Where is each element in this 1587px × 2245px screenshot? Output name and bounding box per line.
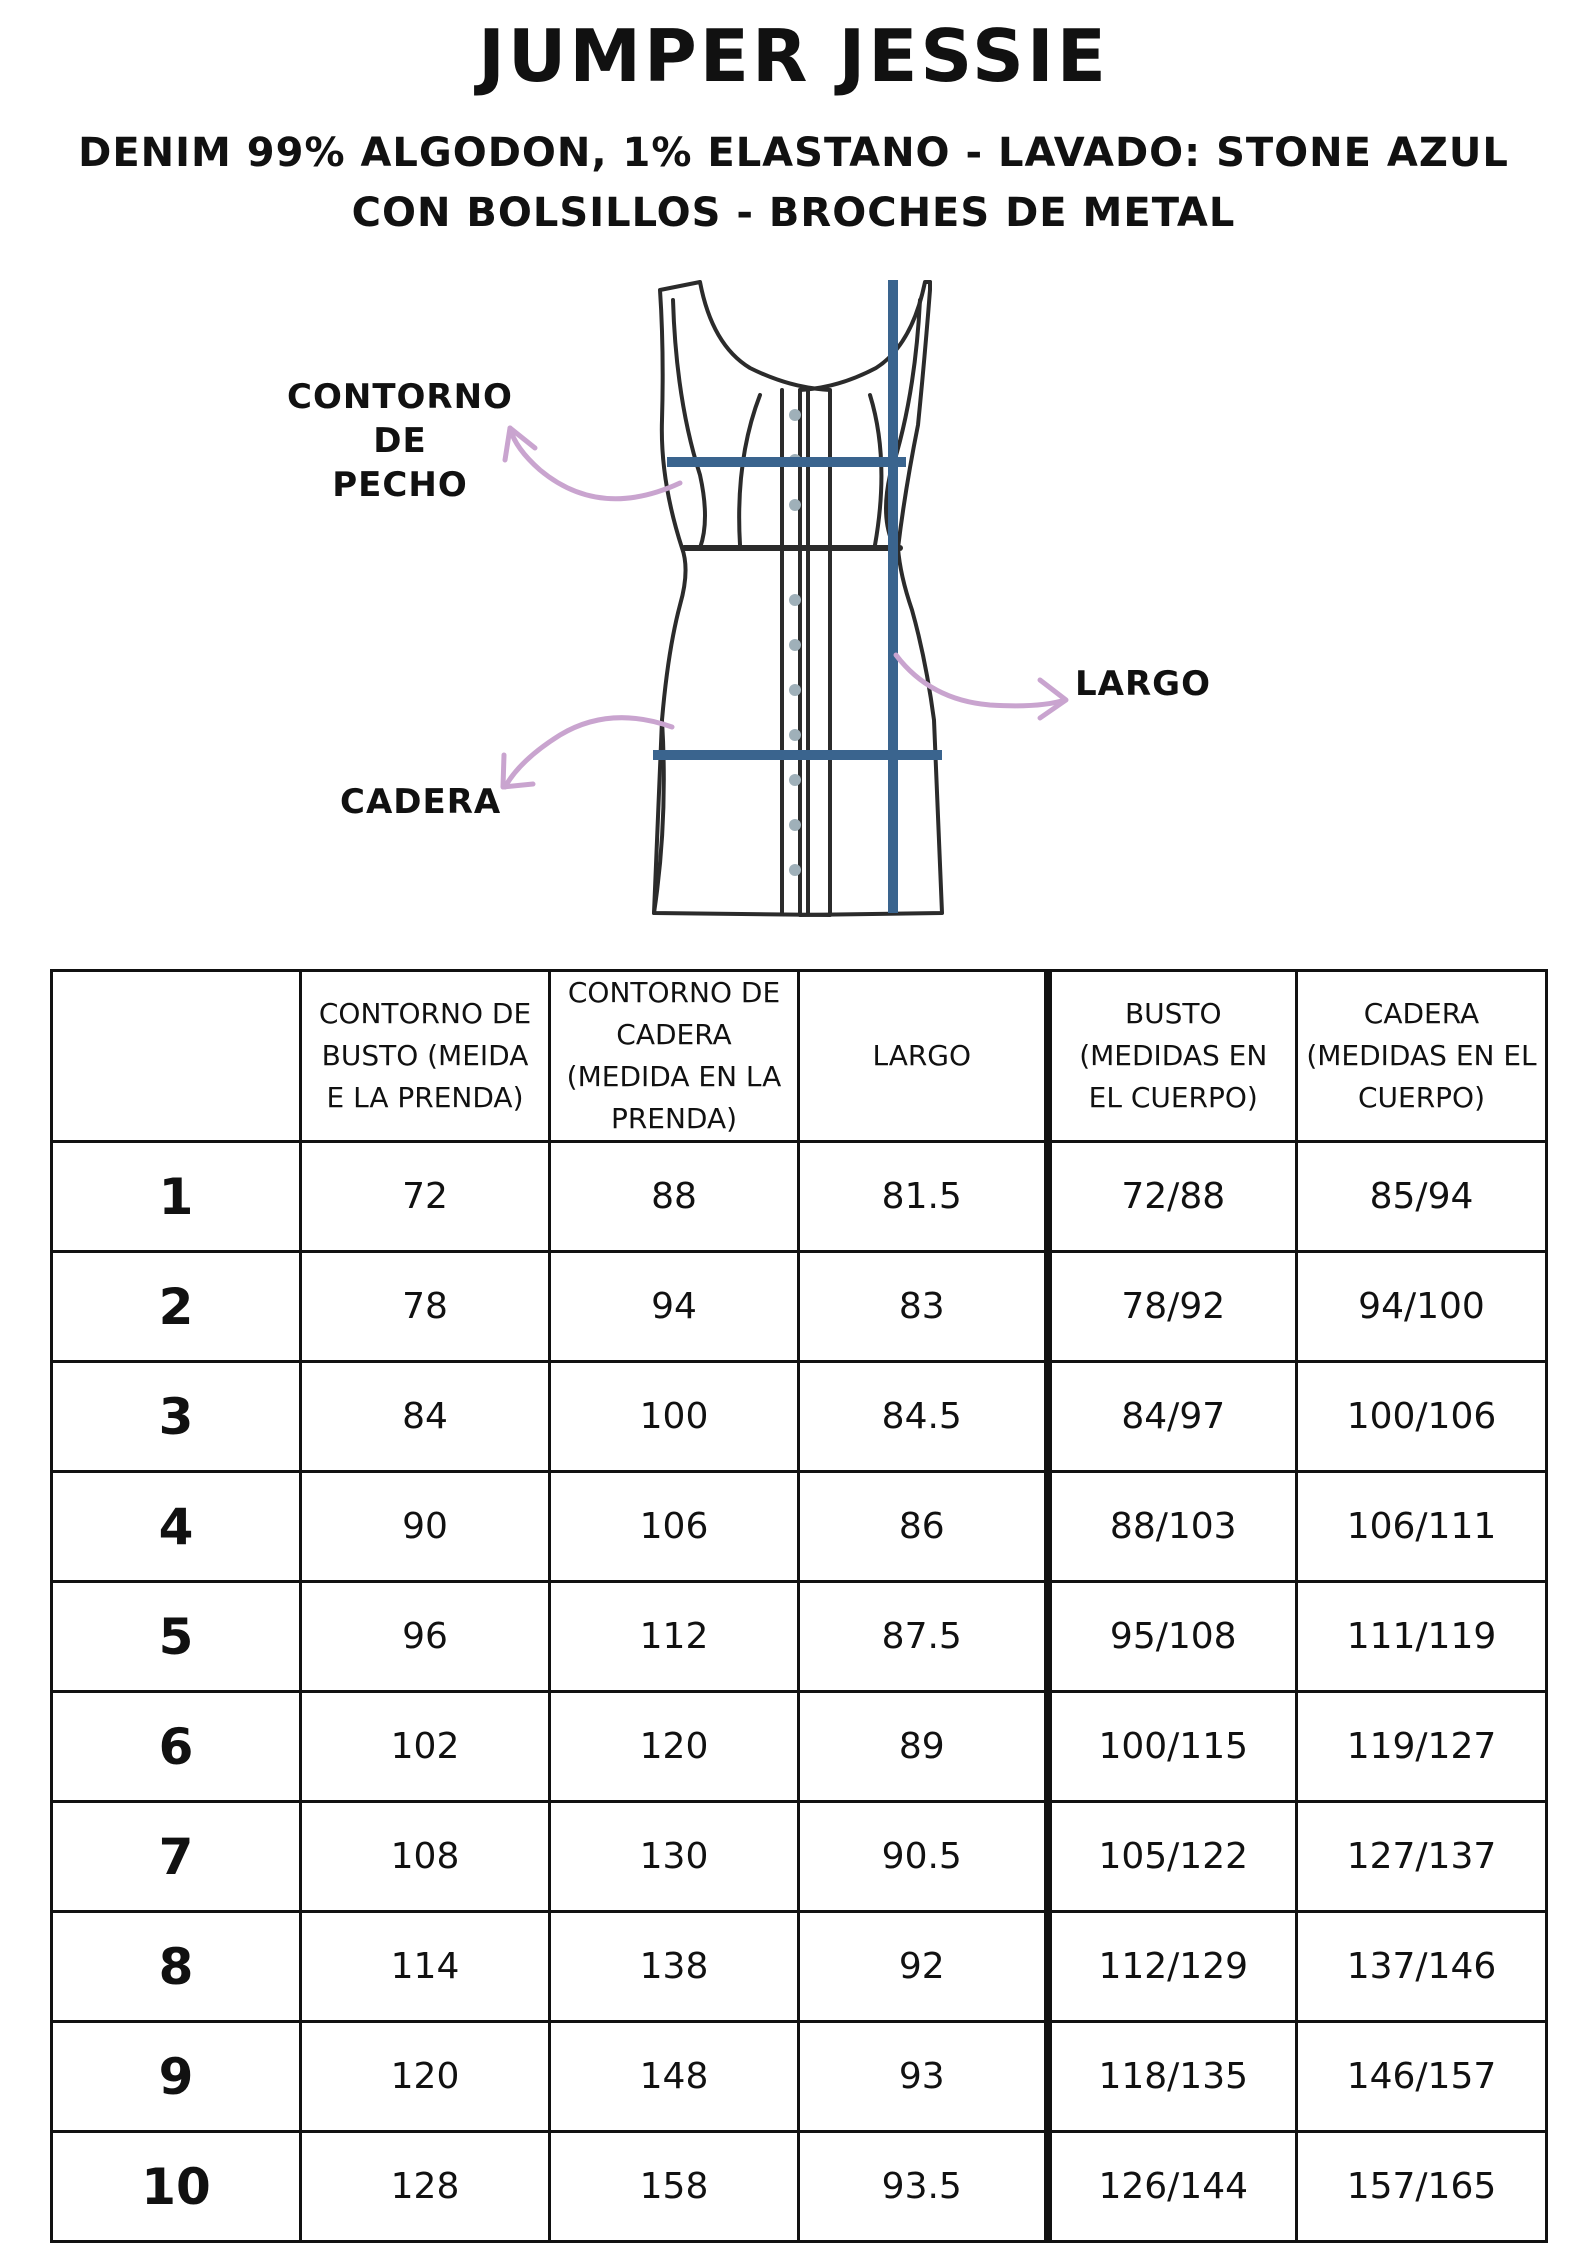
bust-body-cell: 118/135	[1048, 2022, 1297, 2132]
header-hip-body: CADERA (MEDIDAS EN EL CUERPO)	[1297, 971, 1547, 1142]
hip-body-cell: 106/111	[1297, 1472, 1547, 1582]
length-cell: 92	[799, 1912, 1048, 2022]
header-hip-garment: CONTORNO DE CADERA (MEDIDA EN LA PRENDA)	[550, 971, 799, 1142]
hip-garment-cell: 120	[550, 1692, 799, 1802]
bust-garment-cell: 96	[301, 1582, 550, 1692]
hip-garment-cell: 138	[550, 1912, 799, 2022]
annotation-arrows	[503, 428, 1066, 787]
table-row	[52, 2022, 1547, 2132]
length-cell: 81.5	[799, 1142, 1048, 1252]
header-bust-garment: CONTORNO DE BUSTO (MEIDA E LA PRENDA)	[301, 971, 550, 1142]
hip-body-cell: 146/157	[1297, 2022, 1547, 2132]
hip-label: CADERA	[340, 782, 502, 822]
table-header-row	[52, 971, 1547, 1142]
bust-body-cell: 95/108	[1048, 1582, 1297, 1692]
table-row	[52, 1692, 1547, 1802]
hip-garment-cell: 130	[550, 1802, 799, 1912]
length-cell: 89	[799, 1692, 1048, 1802]
bust-garment-cell: 120	[301, 2022, 550, 2132]
size-chart-table	[50, 969, 1548, 2243]
table-row	[52, 1912, 1547, 2022]
hip-body-cell: 111/119	[1297, 1582, 1547, 1692]
length-cell: 93	[799, 2022, 1048, 2132]
header-size	[52, 971, 301, 1142]
size-cell: 1	[52, 1142, 301, 1252]
table-row	[52, 1142, 1547, 1252]
hip-body-cell: 85/94	[1297, 1142, 1547, 1252]
bust-body-cell: 112/129	[1048, 1912, 1297, 2022]
size-cell: 3	[52, 1362, 301, 1472]
size-cell: 4	[52, 1472, 301, 1582]
garment-diagram	[0, 255, 1587, 935]
bust-garment-cell: 90	[301, 1472, 550, 1582]
chest-label: CONTORNO DE PECHO	[287, 377, 513, 505]
table-row	[52, 1362, 1547, 1472]
header-bust-body: BUSTO (MEDIDAS EN EL CUERPO)	[1048, 971, 1297, 1142]
bust-garment-cell: 114	[301, 1912, 550, 2022]
features-description: CON BOLSILLOS - BROCHES DE METAL	[351, 190, 1236, 236]
size-cell: 7	[52, 1802, 301, 1912]
bust-body-cell: 84/97	[1048, 1362, 1297, 1472]
bust-garment-cell: 108	[301, 1802, 550, 1912]
bust-body-cell: 100/115	[1048, 1692, 1297, 1802]
size-cell: 10	[52, 2132, 301, 2242]
table-row	[52, 1252, 1547, 1362]
hip-garment-cell: 158	[550, 2132, 799, 2242]
bust-body-cell: 105/122	[1048, 1802, 1297, 1912]
hip-body-cell: 137/146	[1297, 1912, 1547, 2022]
header-length: LARGO	[799, 971, 1048, 1142]
length-cell: 87.5	[799, 1582, 1048, 1692]
length-cell: 93.5	[799, 2132, 1048, 2242]
size-cell: 8	[52, 1912, 301, 2022]
table-row	[52, 1472, 1547, 1582]
bust-body-cell: 88/103	[1048, 1472, 1297, 1582]
bust-garment-cell: 102	[301, 1692, 550, 1802]
length-cell: 86	[799, 1472, 1048, 1582]
table-row	[52, 2132, 1547, 2242]
hip-garment-cell: 94	[550, 1252, 799, 1362]
hip-garment-cell: 148	[550, 2022, 799, 2132]
bust-garment-cell: 72	[301, 1142, 550, 1252]
bust-garment-cell: 128	[301, 2132, 550, 2242]
size-cell: 6	[52, 1692, 301, 1802]
table-row	[52, 1582, 1547, 1692]
bust-garment-cell: 78	[301, 1252, 550, 1362]
hip-garment-cell: 88	[550, 1142, 799, 1252]
length-cell: 90.5	[799, 1802, 1048, 1912]
hip-body-cell: 100/106	[1297, 1362, 1547, 1472]
hip-garment-cell: 106	[550, 1472, 799, 1582]
size-cell: 5	[52, 1582, 301, 1692]
bust-body-cell: 78/92	[1048, 1252, 1297, 1362]
length-cell: 84.5	[799, 1362, 1048, 1472]
bust-garment-cell: 84	[301, 1362, 550, 1472]
hip-body-cell: 119/127	[1297, 1692, 1547, 1802]
table-row	[52, 1802, 1547, 1912]
page-title: JUMPER JESSIE	[478, 14, 1109, 98]
length-cell: 83	[799, 1252, 1048, 1362]
hip-body-cell: 94/100	[1297, 1252, 1547, 1362]
hip-garment-cell: 112	[550, 1582, 799, 1692]
bust-body-cell: 126/144	[1048, 2132, 1297, 2242]
size-cell: 2	[52, 1252, 301, 1362]
fabric-description: DENIM 99% ALGODON, 1% ELASTANO - LAVADO: STONE AZUL	[78, 130, 1509, 176]
bust-body-cell: 72/88	[1048, 1142, 1297, 1252]
hip-arrow-icon	[505, 718, 672, 787]
hip-body-cell: 157/165	[1297, 2132, 1547, 2242]
size-cell: 9	[52, 2022, 301, 2132]
hip-garment-cell: 100	[550, 1362, 799, 1472]
length-label: LARGO	[1075, 664, 1211, 704]
hip-body-cell: 127/137	[1297, 1802, 1547, 1912]
